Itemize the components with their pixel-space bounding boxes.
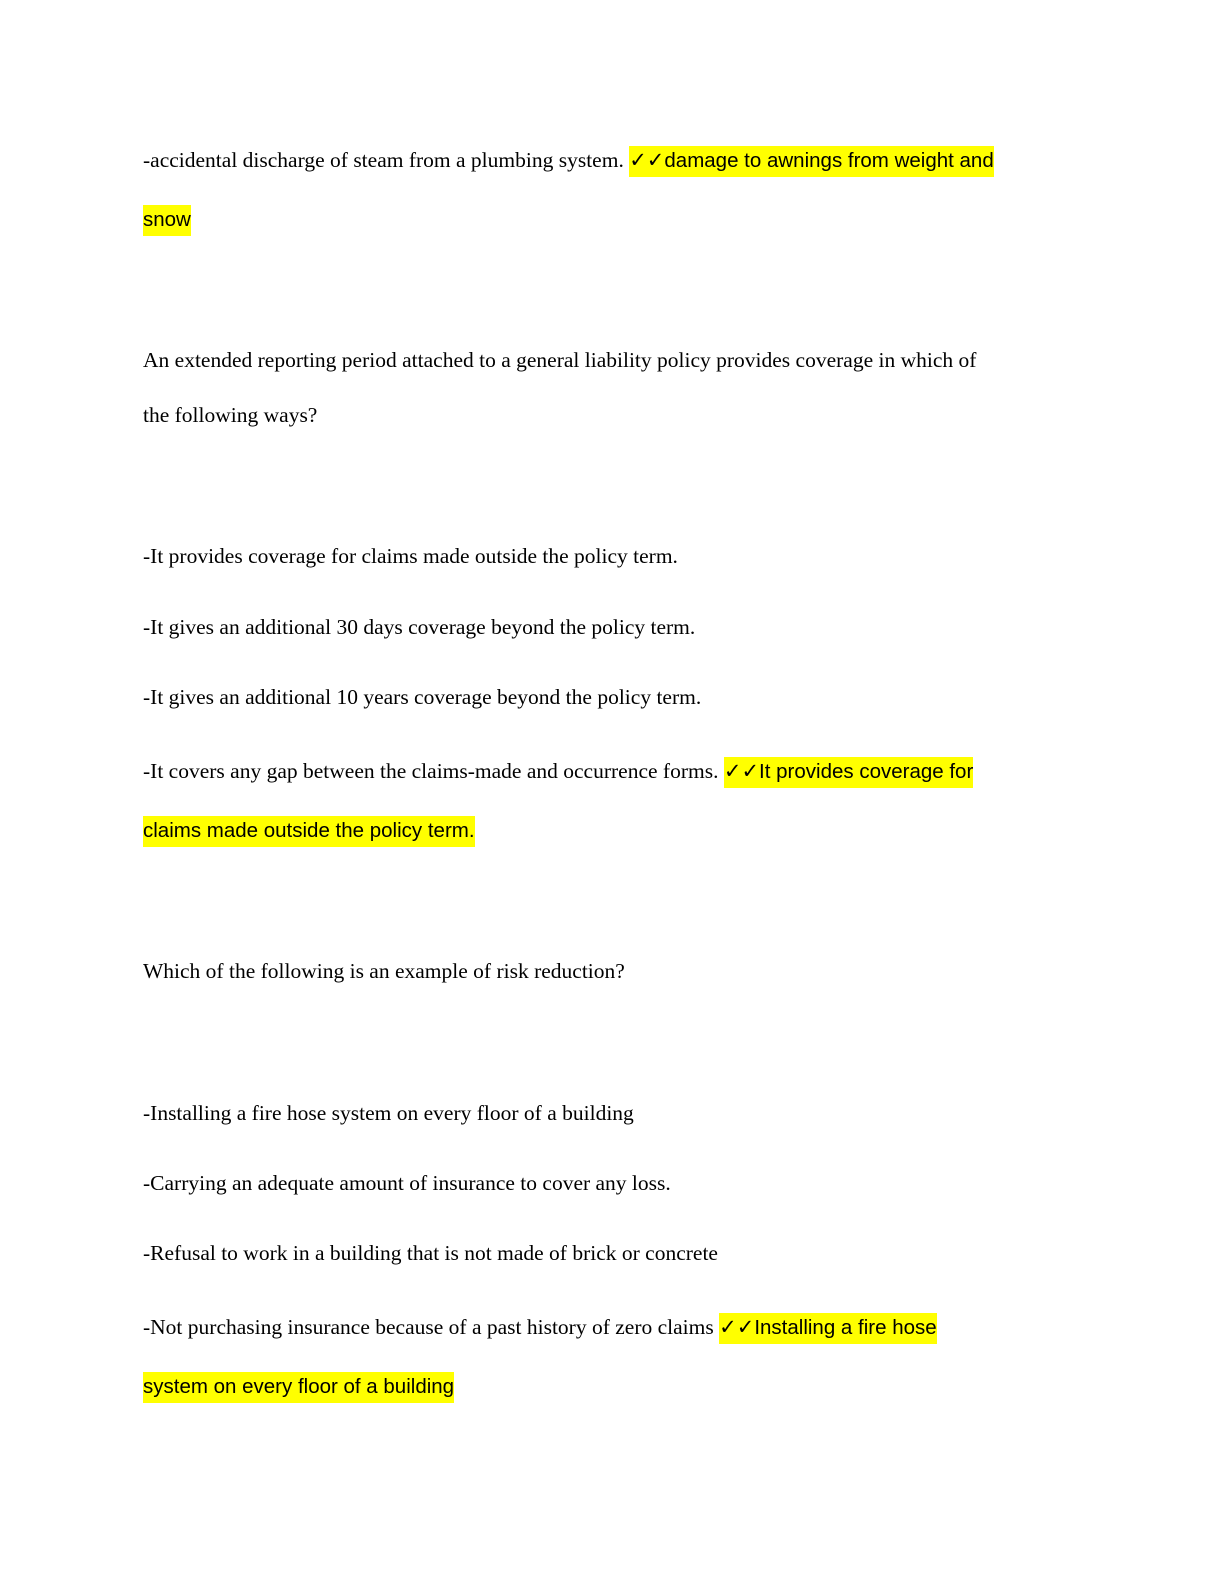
answer-text-continued: system on every floor of a building bbox=[143, 1372, 454, 1403]
answer-highlight bbox=[724, 757, 973, 788]
answer-text-continued: claims made outside the policy term. bbox=[143, 816, 475, 847]
answer-text-continued: snow bbox=[143, 205, 191, 236]
check-mark-icon: ✓✓ bbox=[719, 1315, 755, 1339]
question-2-text-line-1: An extended reporting period attached to a general liability policy provides coverage in which of bbox=[143, 348, 977, 372]
question-3-option-1: -Installing a fire hose system on every floor of a building bbox=[143, 1101, 634, 1125]
question-2-option-1: -It provides coverage for claims made outside the policy term. bbox=[143, 544, 678, 568]
question-2-option-3: -It gives an additional 10 years coverage beyond the policy term. bbox=[143, 685, 702, 709]
question-3-option-2: -Carrying an adequate amount of insurance to cover any loss. bbox=[143, 1171, 671, 1195]
option-text: -Not purchasing insurance because of a past history of zero claims bbox=[143, 1315, 714, 1339]
check-mark-icon: ✓✓ bbox=[723, 759, 760, 783]
option-text: -accidental discharge of steam from a plumbing system. bbox=[143, 148, 624, 172]
previous-answer-line-2 bbox=[143, 202, 191, 237]
question-3-text: Which of the following is an example of risk reduction? bbox=[143, 959, 625, 983]
question-2-option-4 bbox=[143, 754, 973, 789]
question-3-option-4 bbox=[143, 1310, 937, 1345]
answer-text: damage to awnings from weight and bbox=[664, 149, 994, 172]
answer-text: Installing a fire hose bbox=[754, 1316, 937, 1339]
question-2-text-line-2: the following ways? bbox=[143, 403, 318, 427]
option-text: -It covers any gap between the claims-made and occurrence forms. bbox=[143, 759, 719, 783]
answer-text: It provides coverage for bbox=[759, 760, 974, 783]
check-mark-icon: ✓✓ bbox=[629, 148, 665, 172]
question-3-answer-line-2 bbox=[143, 1369, 454, 1404]
question-3-option-3: -Refusal to work in a building that is not made of brick or concrete bbox=[143, 1241, 718, 1265]
previous-answer-line-1 bbox=[143, 143, 994, 178]
question-2-answer-line-2 bbox=[143, 813, 475, 848]
question-2-option-2: -It gives an additional 30 days coverage beyond the policy term. bbox=[143, 615, 696, 639]
answer-highlight bbox=[629, 146, 994, 177]
answer-highlight bbox=[719, 1313, 937, 1344]
